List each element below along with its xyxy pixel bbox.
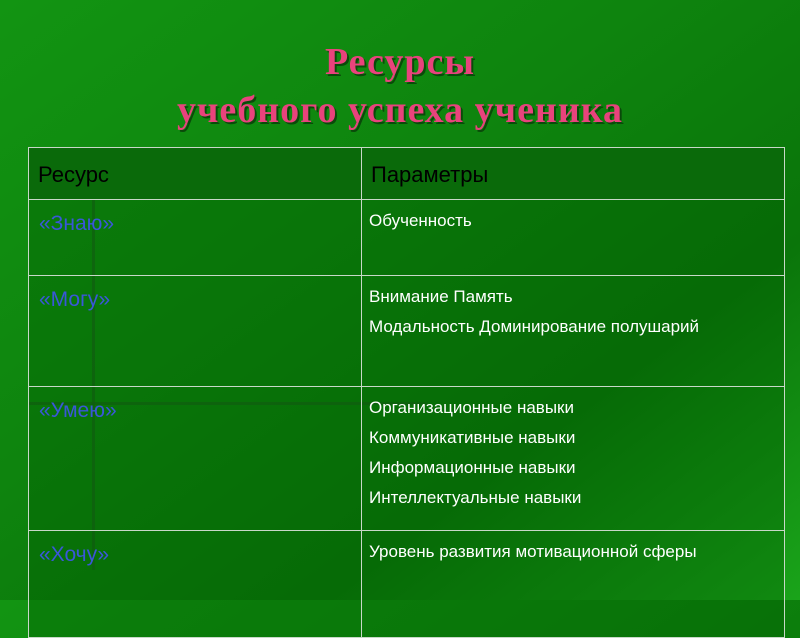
- parameter-item: Внимание Память: [369, 287, 513, 306]
- resource-cell: «Умею»: [29, 387, 362, 531]
- parameters-cell: [362, 387, 785, 531]
- table-row: [29, 531, 785, 638]
- parameter-item: Коммуникативные навыки: [369, 428, 576, 447]
- parameter-item: Информационные навыки: [369, 458, 576, 477]
- parameters-cell: [362, 276, 785, 387]
- parameter-item: Уровень развития мотивационной сферы: [369, 542, 697, 561]
- parameter-item: Организационные навыки: [369, 398, 574, 417]
- resource-cell: «Знаю»: [29, 200, 362, 276]
- table-row: [29, 276, 785, 387]
- resources-table: [28, 147, 785, 638]
- resource-cell: «Могу»: [29, 276, 362, 387]
- parameter-item: Модальность Доминирование полушарий: [369, 317, 700, 336]
- parameter-item: Интеллектуальные навыки: [369, 488, 582, 507]
- slide-title: [0, 38, 800, 134]
- table-row: [29, 387, 785, 531]
- title-line-2: учебного успеха ученика: [176, 89, 624, 131]
- header-resource: Ресурс: [29, 148, 362, 200]
- parameters-cell: [362, 531, 785, 638]
- table-row: [29, 200, 785, 276]
- header-row: [29, 148, 785, 200]
- parameters-cell: [362, 200, 785, 276]
- resource-cell: «Хочу»: [29, 531, 362, 638]
- title-line-1: Ресурсы: [324, 41, 476, 83]
- header-parameters: Параметры: [362, 148, 785, 200]
- parameter-item: Обученность: [369, 211, 472, 230]
